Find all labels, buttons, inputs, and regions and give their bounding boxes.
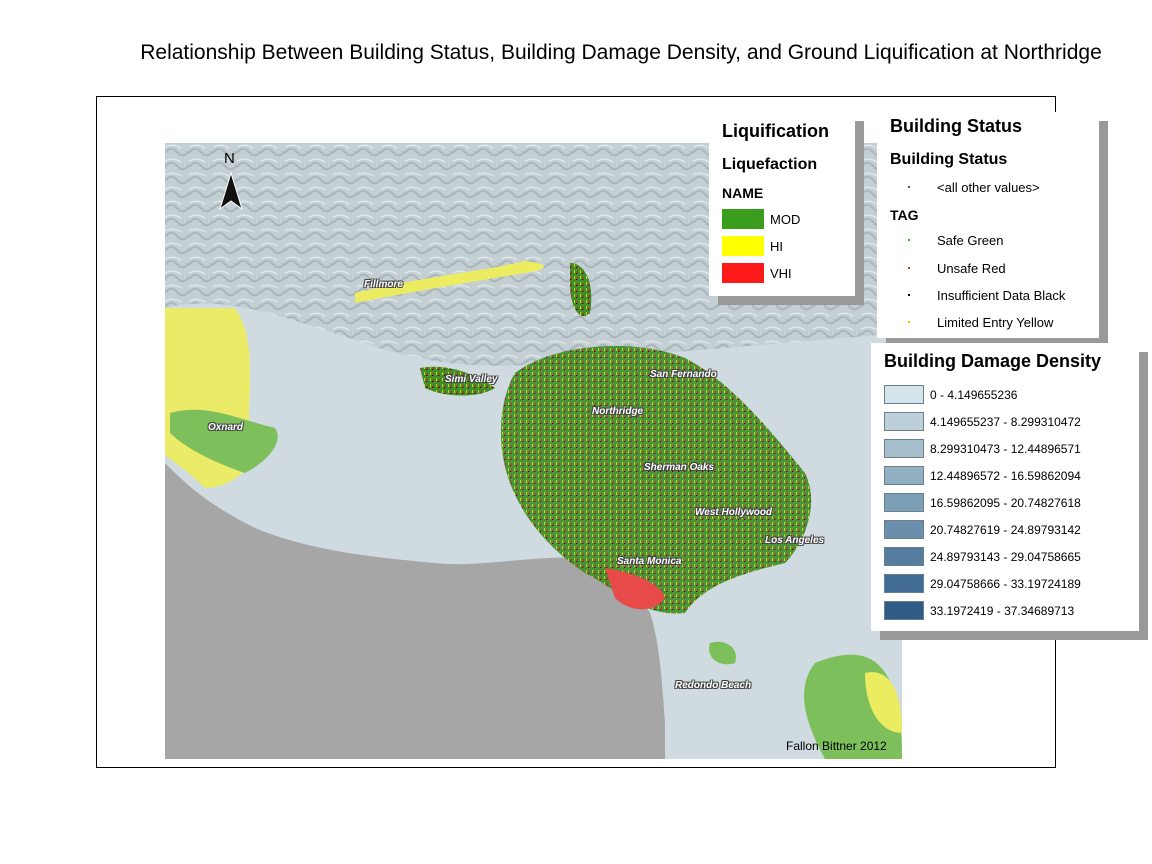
- density-legend-title: Building Damage Density: [884, 351, 1102, 371]
- map-title: Relationship Between Building Status, Building Damage Density, and Ground Liquification at Northridge: [140, 41, 1102, 64]
- dot-limited-entry: [908, 321, 910, 323]
- density-label-1: 0 - 4.149655236: [930, 388, 1018, 402]
- dot-unsafe-red: [908, 267, 910, 269]
- density-swatch-4: [884, 466, 924, 485]
- density-swatch-2: [884, 412, 924, 431]
- place-northridge: Northridge: [592, 406, 644, 417]
- place-santa-monica: Santa Monica: [617, 556, 682, 567]
- liquefaction-field-name: NAME: [722, 185, 764, 201]
- place-san-fernando: San Fernando: [650, 369, 717, 380]
- label-limited-entry: Limited Entry Yellow: [937, 315, 1054, 330]
- label-hi: HI: [770, 239, 783, 254]
- place-los-angeles: Los Angeles: [765, 535, 825, 546]
- density-label-9: 33.1972419 - 37.34689713: [930, 604, 1075, 618]
- density-swatch-3: [884, 439, 924, 458]
- swatch-hi: [722, 236, 764, 256]
- liquification-legend: [709, 112, 855, 296]
- density-swatch-6: [884, 520, 924, 539]
- density-label-4: 12.44896572 - 16.59862094: [930, 469, 1081, 483]
- label-mod: MOD: [770, 212, 801, 227]
- liquefaction-layer-name: Liquefaction: [722, 156, 818, 173]
- swatch-vhi: [722, 263, 764, 283]
- map-credit: Fallon Bittner 2012: [786, 739, 887, 753]
- liquification-legend-title: Liquification: [722, 121, 829, 141]
- density-label-5: 16.59862095 - 20.74827618: [930, 496, 1081, 510]
- density-label-6: 20.74827619 - 24.89793142: [930, 523, 1081, 537]
- damage-density-legend: [871, 343, 1139, 631]
- other-values-label: <all other values>: [937, 180, 1040, 195]
- dot-safe-green: [908, 239, 910, 241]
- place-west-hollywood: West Hollywood: [695, 507, 773, 518]
- place-sherman-oaks: Sherman Oaks: [644, 462, 715, 473]
- label-safe-green: Safe Green: [937, 233, 1004, 248]
- north-arrow-label: N: [224, 150, 235, 167]
- swatch-mod: [722, 209, 764, 229]
- dot-insufficient-data: [908, 294, 910, 296]
- place-simi-valley: Simi Valley: [445, 374, 498, 385]
- label-unsafe-red: Unsafe Red: [937, 261, 1006, 276]
- status-field-name: TAG: [890, 207, 919, 223]
- other-values-dot: [908, 186, 910, 188]
- density-label-8: 29.04758666 - 33.19724189: [930, 577, 1081, 591]
- density-swatch-9: [884, 601, 924, 620]
- density-label-2: 4.149655237 - 8.299310472: [930, 415, 1081, 429]
- density-swatch-7: [884, 547, 924, 566]
- density-swatch-5: [884, 493, 924, 512]
- label-vhi: VHI: [770, 266, 792, 281]
- place-fillmore: Fillmore: [364, 279, 403, 290]
- density-label-7: 24.89793143 - 29.04758665: [930, 550, 1081, 564]
- density-label-3: 8.299310473 - 12.44896571: [930, 442, 1081, 456]
- label-insufficient-data: Insufficient Data Black: [937, 288, 1066, 303]
- place-oxnard: Oxnard: [208, 422, 244, 433]
- building-status-legend: [877, 112, 1099, 338]
- place-redondo-beach: Redondo Beach: [675, 680, 752, 691]
- density-swatch-1: [884, 385, 924, 404]
- status-layer-name: Building Status: [890, 151, 1008, 168]
- status-legend-title: Building Status: [890, 116, 1022, 136]
- density-swatch-8: [884, 574, 924, 593]
